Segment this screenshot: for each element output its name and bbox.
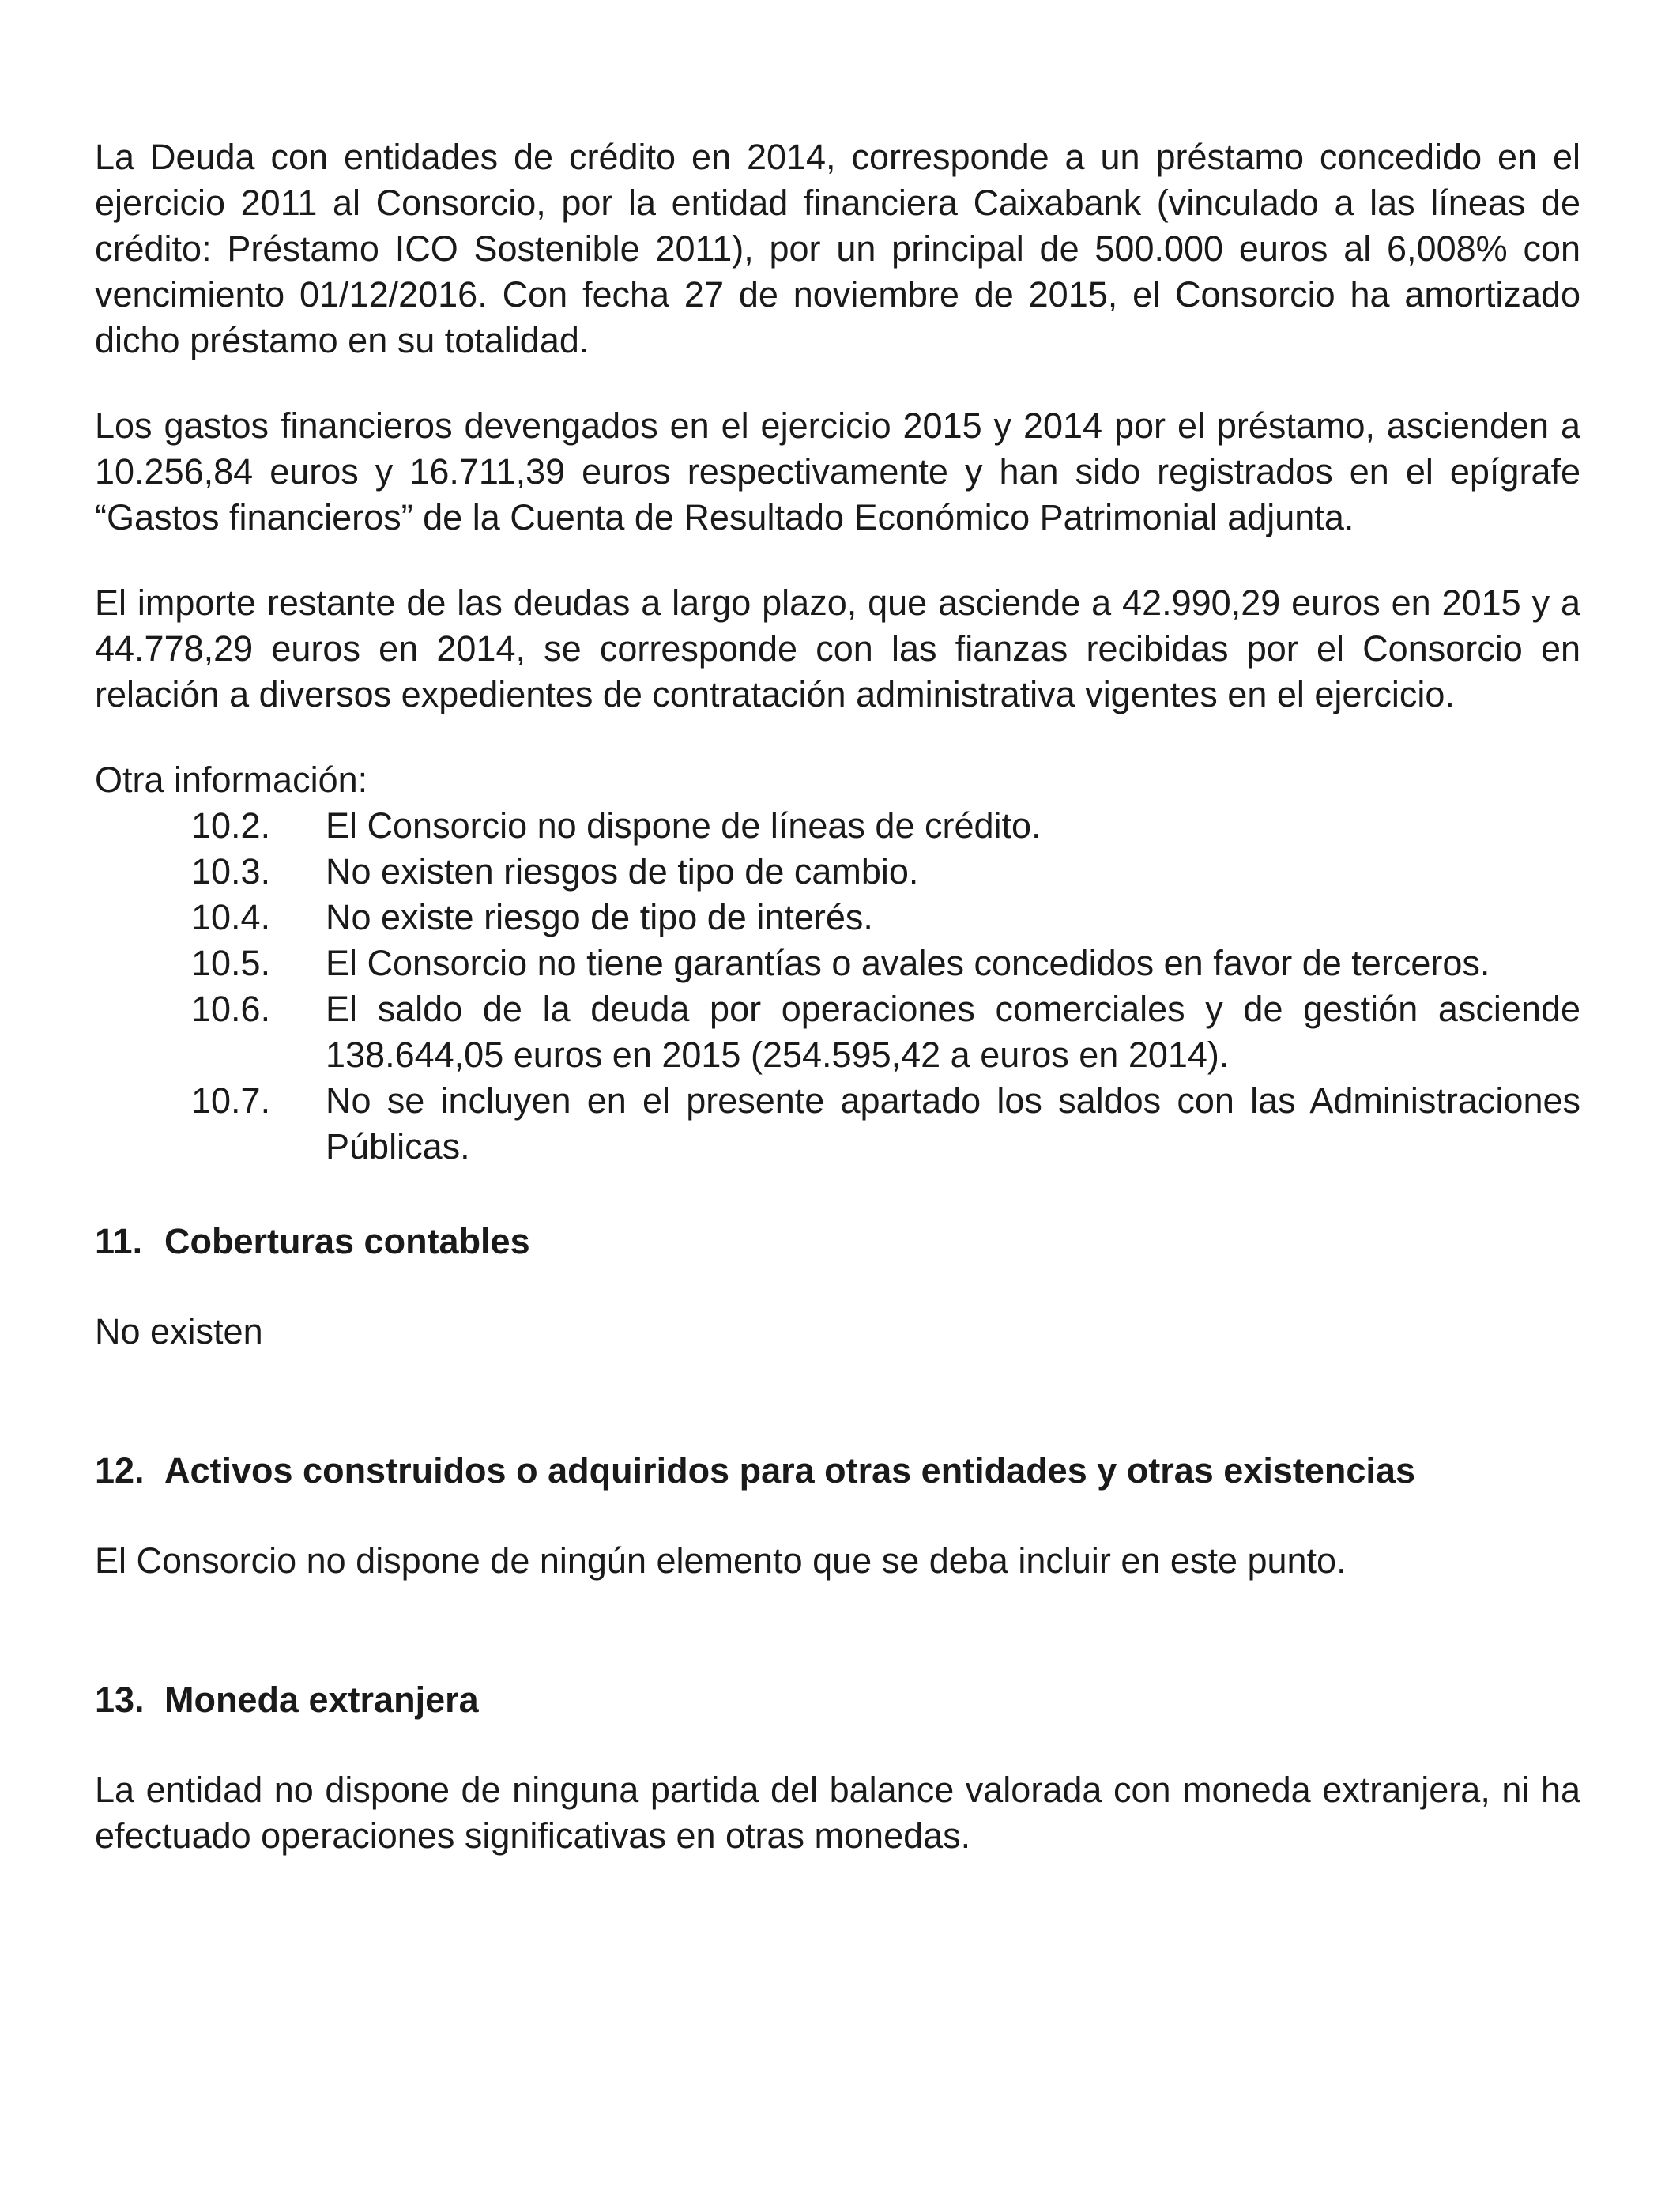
- section-number: 12.: [95, 1450, 145, 1491]
- list-item-number: 10.2.: [191, 805, 271, 846]
- list-item: [95, 1078, 1580, 1170]
- list-item-text: No existen riesgos de tipo de cambio.: [326, 851, 919, 892]
- list-item-number: 10.6.: [191, 989, 271, 1029]
- paragraph-importe-restante: El importe restante de las deudas a largo plazo, que asciende a 42.990,29 euros en 2015 y a 44.778,29 euros en 2014, se corresponde con las fianzas recibidas por el Consorcio en relación a diversos expedientes de contratación administrativa vigentes en el ejercicio.: [95, 582, 1580, 714]
- list-item-text: El Consorcio no tiene garantías o avales concedidos en favor de terceros.: [326, 943, 1490, 983]
- list-item: [95, 849, 1580, 895]
- section-heading-activos: [95, 1448, 1580, 1494]
- list-item-number: 10.7.: [191, 1080, 271, 1121]
- list-item-number: 10.3.: [191, 851, 271, 892]
- list-item-text: El Consorcio no dispone de líneas de crédito.: [326, 805, 1042, 846]
- list-item-number: 10.5.: [191, 943, 271, 983]
- section-number: 13.: [95, 1679, 145, 1720]
- section-body-coberturas: No existen: [95, 1311, 263, 1351]
- section-body-moneda: La entidad no dispone de ninguna partida del balance valorada con moneda extranjera, ni ha efectuado operaciones significativas en otras monedas.: [95, 1770, 1580, 1856]
- section-number: 11.: [95, 1221, 143, 1261]
- section-title: Activos construidos o adquiridos para otras entidades y otras existencias: [164, 1450, 1415, 1491]
- otra-informacion-list: [95, 803, 1580, 1170]
- section-heading-moneda: [95, 1677, 1580, 1723]
- document-page: [95, 134, 1580, 1859]
- list-item-text: No se incluyen en el presente apartado los saldos con las Administraciones Públicas.: [326, 1080, 1580, 1167]
- list-item: [95, 803, 1580, 849]
- list-item-text: No existe riesgo de tipo de interés.: [326, 897, 873, 937]
- section-heading-coberturas: [95, 1219, 1580, 1265]
- section-title: Coberturas contables: [164, 1221, 530, 1261]
- section-title: Moneda extranjera: [164, 1679, 479, 1720]
- list-item-number: 10.4.: [191, 897, 271, 937]
- list-item: [95, 986, 1580, 1078]
- list-item-text: El saldo de la deuda por operaciones comerciales y de gestión asciende 138.644,05 euros en 2015 (254.595,42 a euros en 2014).: [326, 989, 1580, 1075]
- otra-informacion-label: Otra información:: [95, 760, 368, 800]
- list-item: [95, 895, 1580, 941]
- section-body-activos: El Consorcio no dispone de ningún elemento que se deba incluir en este punto.: [95, 1540, 1347, 1581]
- list-item: [95, 941, 1580, 986]
- paragraph-gastos-financieros: Los gastos financieros devengados en el ejercicio 2015 y 2014 por el préstamo, ascienden a 10.256,84 euros y 16.711,39 euros respectivamente y han sido registrados en el epígrafe “Gastos financieros” de la Cuenta de Resultado Económico Patrimonial adjunta.: [95, 405, 1580, 537]
- paragraph-deuda-entidades-credito: La Deuda con entidades de crédito en 2014, corresponde a un préstamo concedido en el ejercicio 2011 al Consorcio, por la entidad financiera Caixabank (vinculado a las líneas de crédito: Préstamo ICO Sostenible 2011), por un principal de 500.000 euros al 6,008% con vencimiento 01/12/2016. Con fecha 27 de noviembre de 2015, el Consorcio ha amortizado dicho préstamo en su totalidad.: [95, 137, 1580, 360]
